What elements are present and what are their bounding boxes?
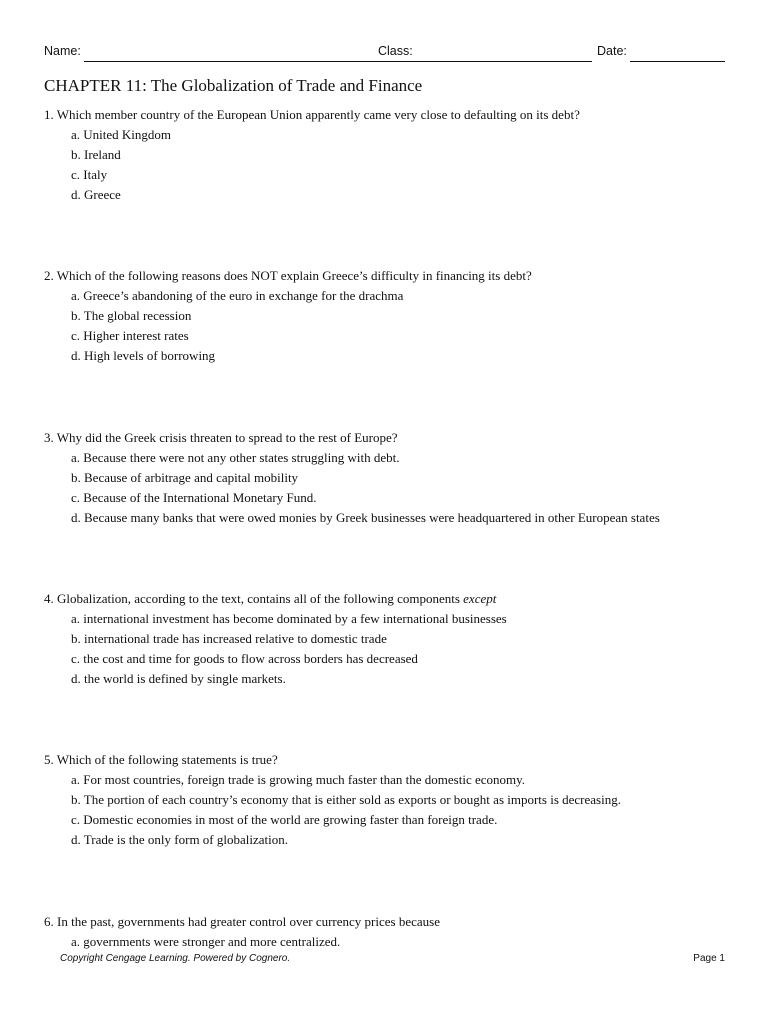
question-stem: 5. Which of the following statements is true?: [44, 752, 278, 767]
date-field-line[interactable]: [630, 61, 725, 62]
name-label: Name:: [44, 44, 81, 58]
answer-option[interactable]: b. Because of arbitrage and capital mobility: [71, 470, 299, 485]
answer-option[interactable]: a. For most countries, foreign trade is growing much faster than the domestic economy.: [71, 772, 526, 787]
question-1: [44, 105, 580, 205]
answer-option[interactable]: a. governments were stronger and more centralized.: [71, 934, 341, 949]
question-6: [44, 912, 440, 952]
answer-option[interactable]: c. Higher interest rates: [71, 328, 189, 343]
answer-option[interactable]: d. Because many banks that were owed monies by Greek businesses were headquartered in other European states: [71, 510, 660, 525]
answer-option[interactable]: d. Trade is the only form of globalization.: [71, 832, 289, 847]
question-stem: 3. Why did the Greek crisis threaten to spread to the rest of Europe?: [44, 430, 398, 445]
question-stem: [44, 589, 507, 609]
answer-option[interactable]: b. international trade has increased relative to domestic trade: [71, 631, 387, 646]
student-info-header: [44, 44, 725, 64]
answer-option[interactable]: a. Because there were not any other states struggling with debt.: [71, 450, 400, 465]
answer-option[interactable]: b. The portion of each country’s economy that is either sold as exports or bought as imports is decreasing.: [71, 792, 621, 807]
answer-option[interactable]: c. the cost and time for goods to flow across borders has decreased: [71, 651, 418, 666]
answer-option[interactable]: c. Italy: [71, 167, 108, 182]
page-number: Page 1: [693, 953, 725, 964]
answer-option[interactable]: c. Domestic economies in most of the world are growing faster than foreign trade.: [71, 812, 498, 827]
question-2: [44, 266, 532, 366]
question-stem-text: 4. Globalization, according to the text, contains all of the following components: [44, 591, 464, 606]
class-label: Class:: [378, 44, 413, 58]
copyright-text: Copyright Cengage Learning. Powered by Cognero.: [60, 953, 291, 964]
question-3: [44, 428, 660, 528]
page-title: CHAPTER 11: The Globalization of Trade and Finance: [44, 76, 423, 95]
question-stem-emphasis: except: [463, 591, 497, 606]
question-5: [44, 750, 621, 850]
answer-option[interactable]: c. Because of the International Monetary Fund.: [71, 490, 317, 505]
answer-option[interactable]: d. Greece: [71, 187, 121, 202]
class-field-line[interactable]: [415, 61, 592, 62]
answer-option[interactable]: d. High levels of borrowing: [71, 348, 216, 363]
question-4: [44, 589, 507, 689]
date-label: Date:: [597, 44, 627, 58]
question-stem: 6. In the past, governments had greater control over currency prices because: [44, 914, 440, 929]
answer-option[interactable]: b. The global recession: [71, 308, 192, 323]
answer-option[interactable]: d. the world is defined by single markets.: [71, 671, 286, 686]
answer-option[interactable]: a. international investment has become dominated by a few international businesses: [71, 611, 507, 626]
answer-option[interactable]: a. Greece’s abandoning of the euro in exchange for the drachma: [71, 288, 404, 303]
answer-option[interactable]: a. United Kingdom: [71, 127, 172, 142]
question-stem: 2. Which of the following reasons does NOT explain Greece’s difficulty in financing its debt?: [44, 268, 532, 283]
name-field-line[interactable]: [84, 61, 416, 62]
question-stem: 1. Which member country of the European Union apparently came very close to defaulting on its debt?: [44, 107, 580, 122]
answer-option[interactable]: b. Ireland: [71, 147, 121, 162]
